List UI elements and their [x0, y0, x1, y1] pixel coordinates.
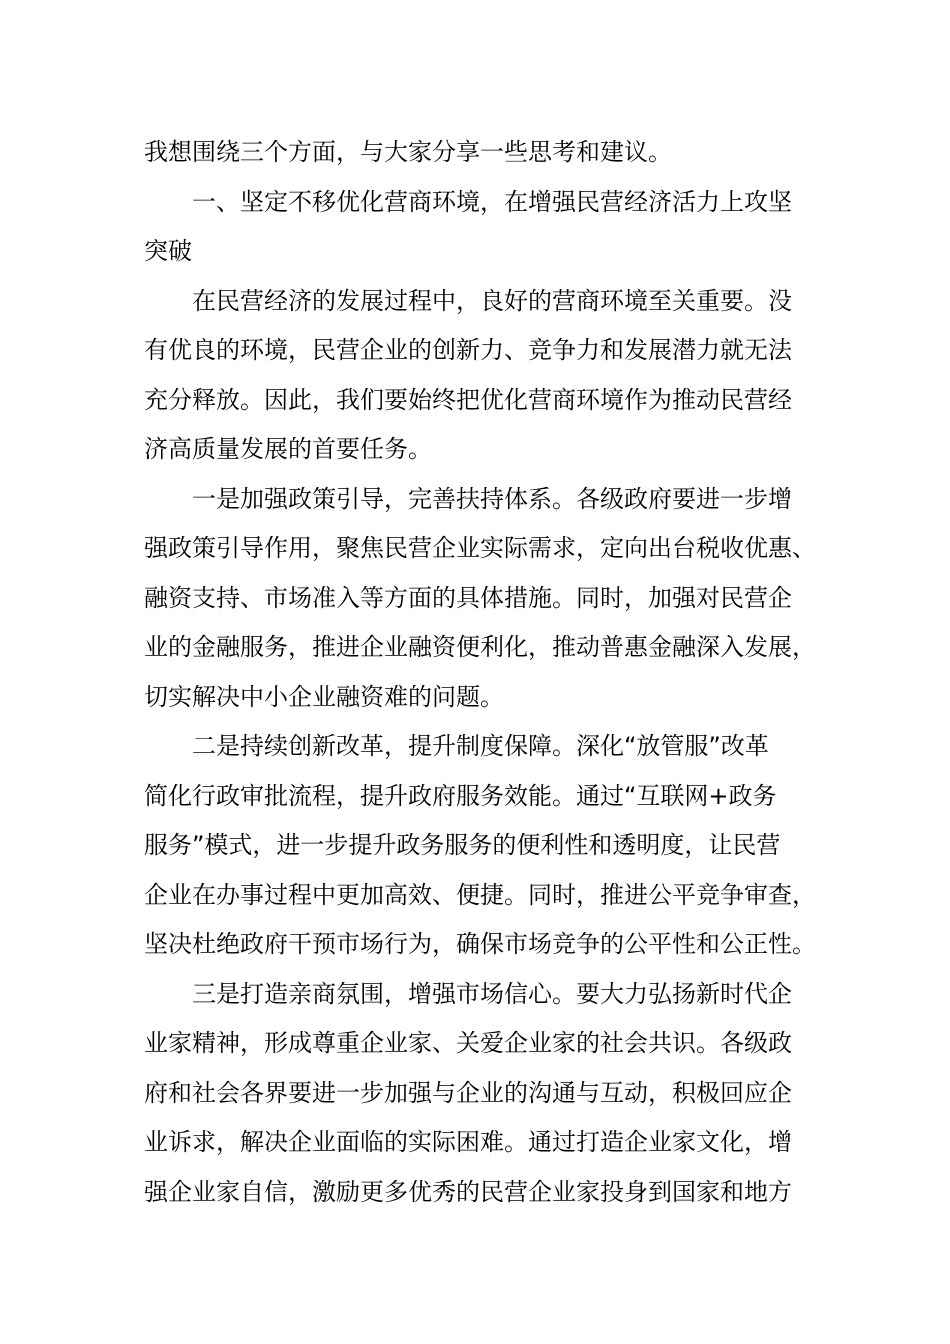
section-heading-line: 一、坚定不移优化营商环境，在增强民营经济活力上攻坚: [192, 187, 792, 216]
text-line: 强政策引导作用，聚焦民营企业实际需求，定向出台税收优惠、: [144, 534, 816, 562]
text-line: 充分释放。因此，我们要始终把优化营商环境作为推动民营经: [144, 385, 792, 414]
text-line: 三是打造亲商氛围，增强市场信心。要大力弘扬新时代企: [192, 979, 792, 1008]
text-line: 府和社会各界要进一步加强与企业的沟通与互动，积极回应企: [144, 1078, 792, 1107]
text-line: 业家精神，形成尊重企业家、关爱企业家的社会共识。各级政: [144, 1029, 792, 1057]
text-line: 我想围绕三个方面，与大家分享一些思考和建议。: [144, 138, 672, 166]
text-line: 业的金融服务，推进企业融资便利化，推动普惠金融深入发展，: [144, 633, 816, 661]
text-line: 有优良的环境，民营企业的创新力、竞争力和发展潜力就无法: [144, 336, 792, 364]
text-line: 业诉求，解决企业面临的实际困难。通过打造企业家文化，增: [144, 1128, 792, 1156]
text-line: 一是加强政策引导，完善扶持体系。各级政府要进一步增: [192, 484, 792, 513]
text-line: 企业在办事过程中更加高效、便捷。同时，推进公平竞争审查，: [144, 880, 816, 909]
document-body: [144, 128, 816, 1217]
text-line: 坚决杜绝政府干预市场行为，确保市场竞争的公平性和公正性。: [144, 930, 816, 958]
text-line: 服务”模式，进一步提升政务服务的便利性和透明度，让民营: [144, 831, 781, 859]
text-line: 济高质量发展的首要任务。: [144, 435, 432, 463]
text-line: 简化行政审批流程，提升政府服务效能。通过“互联网+政务: [144, 781, 777, 810]
text-line: 融资支持、市场准入等方面的具体措施。同时，加强对民营企: [144, 583, 792, 612]
text-line: 在民营经济的发展过程中，良好的营商环境至关重要。没: [192, 286, 792, 315]
text-line: 强企业家自信，激励更多优秀的民营企业家投身到国家和地方: [144, 1177, 792, 1206]
text-line: 二是持续创新改革，提升制度保障。深化“放管服”改革: [192, 732, 769, 760]
section-heading-line: 突破: [144, 237, 192, 265]
text-line: 切实解决中小企业融资难的问题。: [144, 682, 504, 711]
